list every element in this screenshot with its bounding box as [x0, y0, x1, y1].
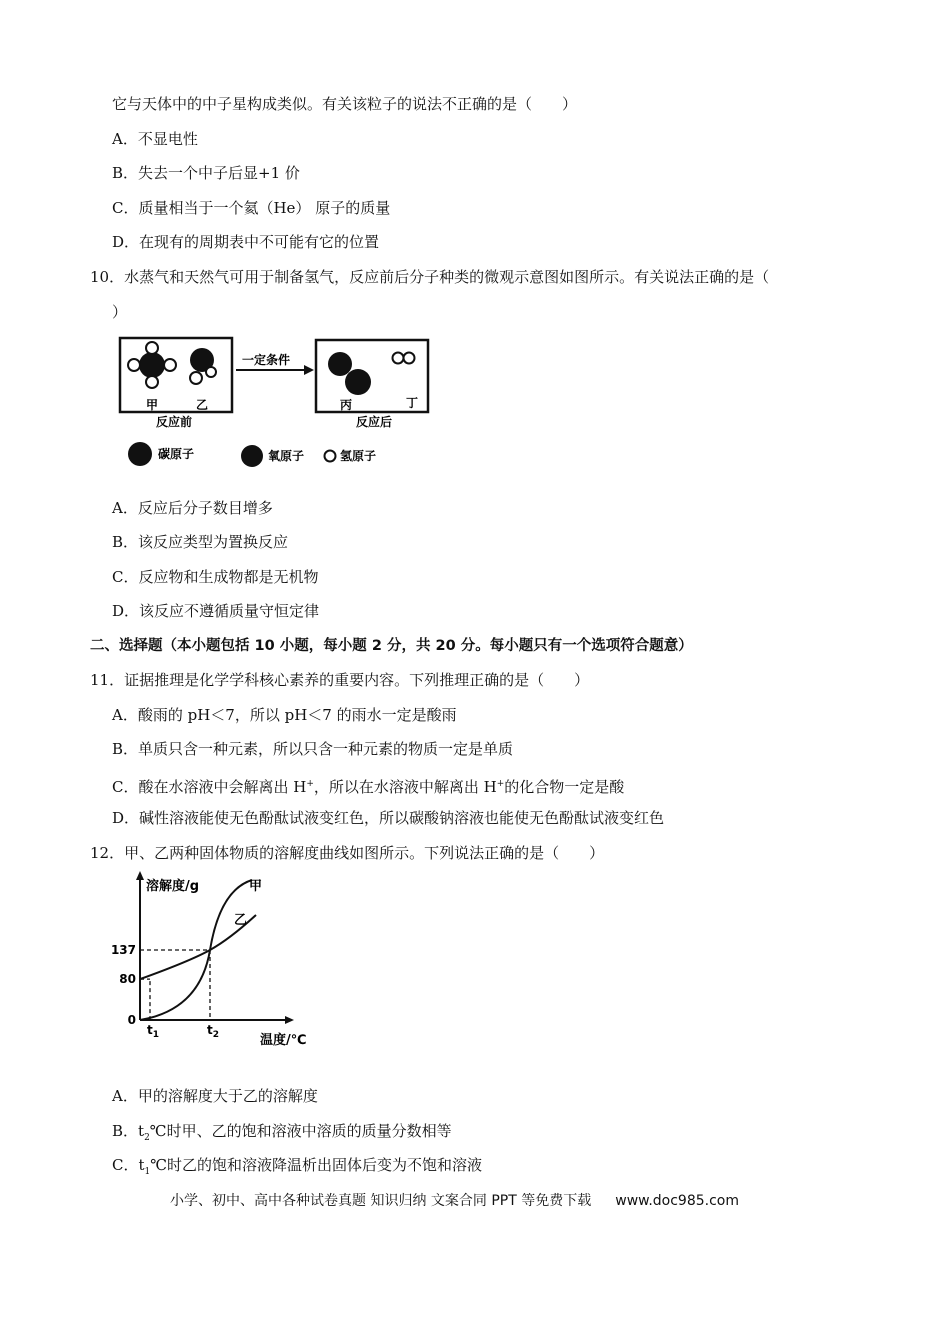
q11-option-c-sup1: +: [306, 779, 314, 789]
q10-stem: 10．水蒸气和天然气可用于制备氢气，反应前后分子种类的微观示意图如图所示。有关说法正确的是（: [90, 268, 770, 286]
q11-option-c-part2: ，所以在水溶液中解离出 H: [313, 778, 497, 796]
q12-stem: 12．甲、乙两种固体物质的溶解度曲线如图所示。下列说法正确的是（ ）: [90, 844, 605, 862]
section-2-heading: 二、选择题（本小题包括 10 小题，每小题 2 分，共 20 分。每小题只有一个选项符合题意）: [90, 638, 693, 654]
legend-hydrogen-symbol: [325, 451, 336, 462]
reaction-microscopic-diagram: [116, 334, 419, 469]
x-tick-label-t1-sub: 1: [152, 1030, 160, 1040]
series-label-yi: 乙: [234, 913, 248, 928]
q10-option-c: C．反应物和生成物都是无机物: [112, 568, 319, 586]
arrow-label: 一定条件: [242, 353, 291, 367]
q12-option-c-part1: C．t: [112, 1156, 145, 1174]
x-axis-label: 温度/℃: [260, 1033, 307, 1048]
x-tick-label-t2: [207, 1023, 219, 1040]
chart-plot-area: [111, 871, 307, 1048]
q9-option-c: C．质量相当于一个氦（He） 原子的质量: [112, 199, 391, 217]
label-bing: 丙: [340, 398, 353, 412]
q12-option-b: [112, 1121, 452, 1148]
q9-option-b: B．失去一个中子后显+1 价: [112, 164, 300, 182]
x-tick-label-t2-sub: 2: [212, 1030, 220, 1040]
y-axis-arrow: [136, 871, 144, 880]
footer-text: 小学、初中、高中各种试卷真题 知识归纳 文案合同 PPT 等免费下载: [170, 1193, 592, 1209]
q12-option-b-part1: B．t: [112, 1122, 145, 1140]
y-axis-label: 溶解度/g: [146, 879, 200, 894]
series-label-jia: 甲: [249, 879, 263, 894]
footer-url[interactable]: www.doc985.com: [615, 1193, 739, 1209]
page-footer: [170, 1190, 739, 1210]
q12-option-c-sub: 1: [144, 1167, 151, 1177]
q11-option-c: [112, 774, 624, 797]
x-tick-label-t2-base: t: [207, 1023, 213, 1037]
q9-option-d: D．在现有的周期表中不可能有它的位置: [112, 233, 380, 251]
q12-option-c-part2: ℃时乙的饱和溶液降温析出固体后变为不饱和溶液: [150, 1156, 483, 1174]
caption-before: 反应前: [156, 415, 193, 429]
legend-oxygen: 氧原子: [268, 449, 305, 463]
solubility-chart: [112, 870, 332, 1052]
q11-option-b: B．单质只含一种元素，所以只含一种元素的物质一定是单质: [112, 740, 514, 758]
q11-option-a: A．酸雨的 pH＜7，所以 pH＜7 的雨水一定是酸雨: [112, 706, 457, 724]
q11-option-c-sup2: +: [496, 779, 505, 789]
y-tick-label-80: 80: [119, 972, 136, 987]
molecule-yi: [190, 348, 216, 384]
x-tick-label-t1: [147, 1023, 159, 1040]
arrow-head: [304, 365, 314, 375]
q12-option-c: [112, 1155, 482, 1182]
legend-carbon-symbol: [128, 442, 152, 466]
y-tick-label-137: 137: [110, 943, 136, 957]
legend-carbon: 碳原子: [158, 447, 195, 461]
x-tick-label-t1-base: t: [147, 1023, 153, 1037]
label-jia: 甲: [146, 398, 159, 412]
q12-option-b-sub: 2: [144, 1133, 150, 1143]
q11-option-c-part3: 的化合物一定是酸: [504, 778, 625, 796]
caption-after: 反应后: [356, 415, 393, 429]
q12-option-b-part2: ℃时甲、乙的饱和溶液中溶质的质量分数相等: [149, 1122, 452, 1140]
label-yi: 乙: [196, 398, 209, 412]
q9-option-a: A．不显电性: [112, 130, 198, 148]
q11-stem: 11．证据推理是化学学科核心素养的重要内容。下列推理正确的是（ ）: [90, 671, 590, 689]
q9-stem-continued: 它与天体中的中子星构成类似。有关该粒子的说法不正确的是（ ）: [112, 95, 578, 113]
legend-oxygen-symbol: [241, 445, 263, 467]
molecule-bing: [328, 352, 371, 395]
molecule-ding: [393, 353, 415, 364]
q10-stem-tail: ）: [112, 303, 128, 321]
q10-option-a: A．反应后分子数目增多: [112, 499, 273, 517]
q10-option-b: B．该反应类型为置换反应: [112, 533, 289, 551]
q10-option-d: D．该反应不遵循质量守恒定律: [112, 602, 320, 620]
q11-option-d: D．碱性溶液能使无色酚酞试液变红色，所以碳酸钠溶液也能使无色酚酞试液变红色: [112, 809, 665, 827]
label-ding: 丁: [406, 396, 419, 410]
q11-option-c-part1: C．酸在水溶液中会解离出 H: [112, 778, 307, 796]
x-axis-arrow: [285, 1016, 294, 1024]
molecule-jia: [128, 342, 176, 388]
y-tick-label-0: 0: [127, 1013, 136, 1027]
q12-option-a: A．甲的溶解度大于乙的溶解度: [112, 1087, 318, 1105]
legend-hydrogen: 氢原子: [340, 449, 377, 463]
